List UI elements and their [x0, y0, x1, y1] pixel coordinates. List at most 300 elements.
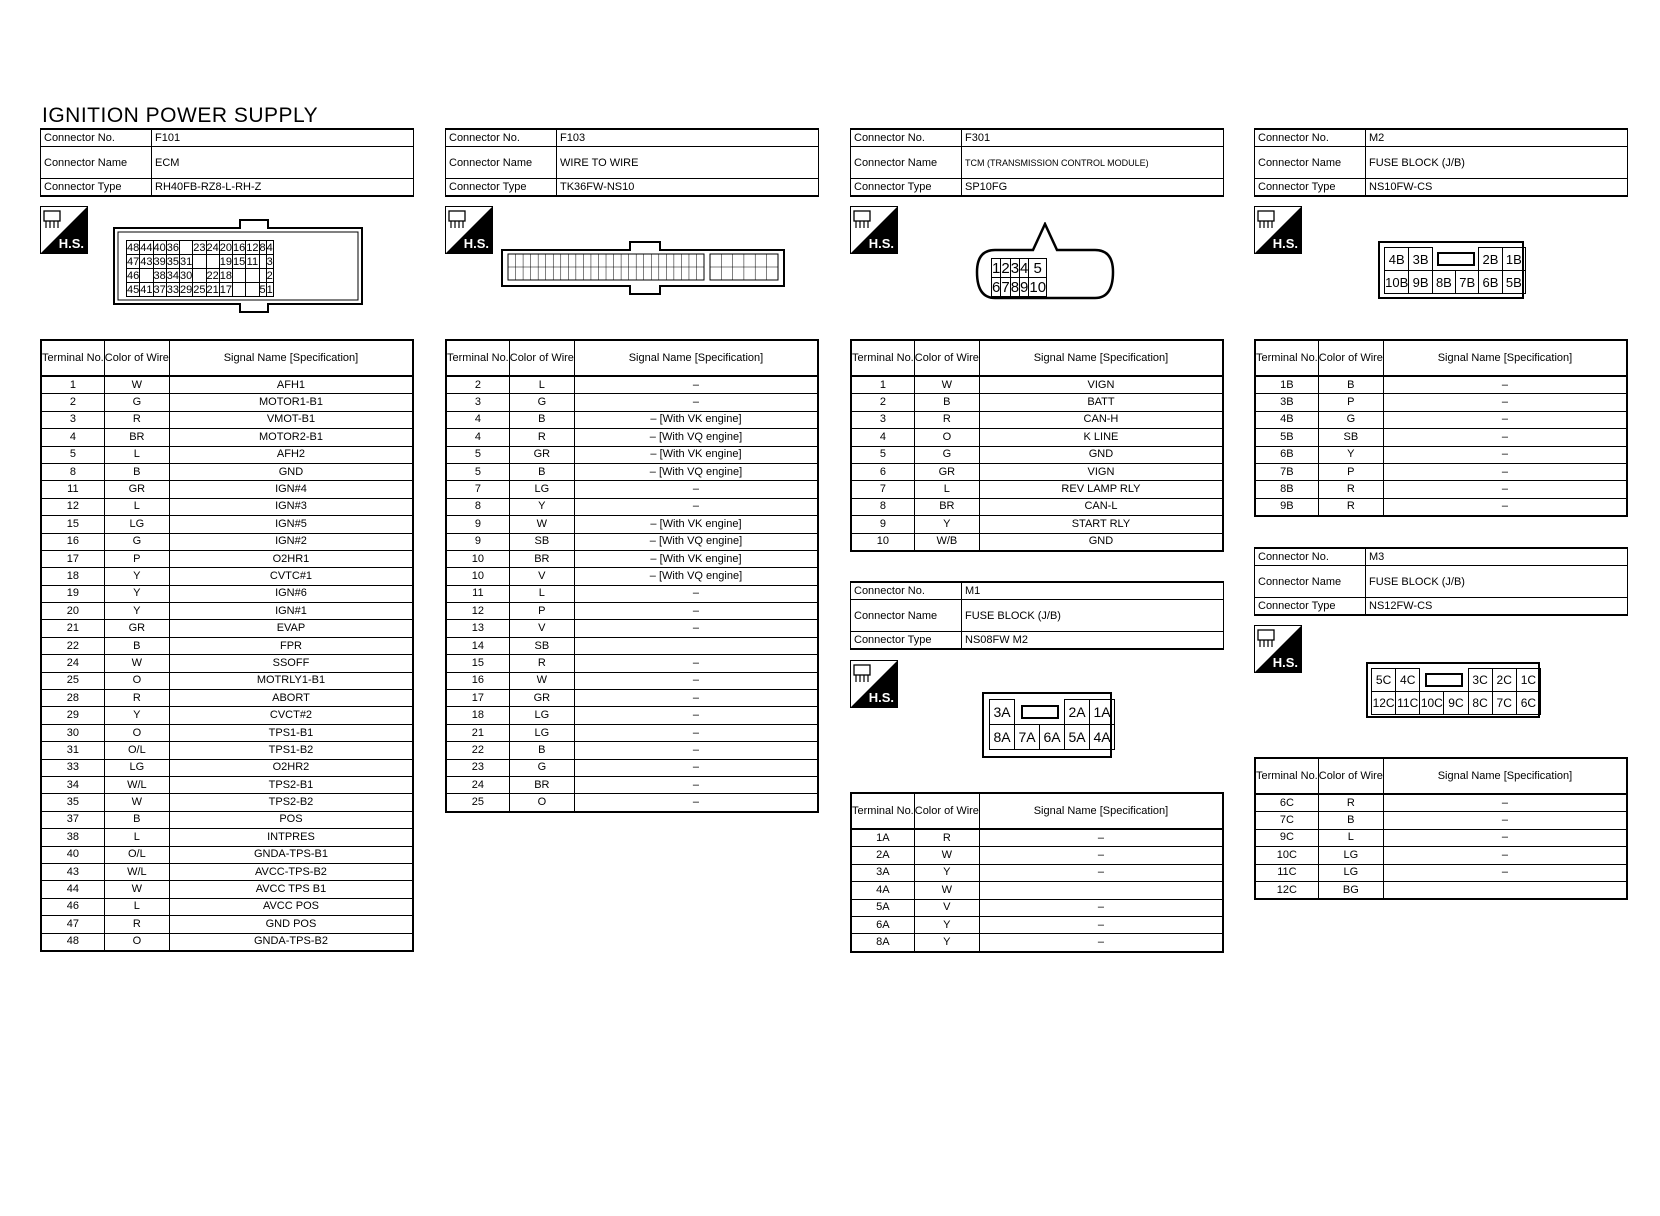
signal-name-cell: –: [1383, 794, 1627, 812]
signal-name-cell: –: [574, 481, 818, 498]
wire-color-cell: L: [104, 829, 169, 846]
terminal-no-cell: 44: [41, 881, 104, 898]
key-slot: [1425, 673, 1463, 687]
connector-m2-block: [1254, 128, 1628, 197]
hs-label: H.S.: [463, 236, 489, 251]
terminal-no-cell: 18: [41, 568, 104, 585]
table-row: [41, 411, 413, 428]
wire-color-cell: G: [914, 446, 979, 463]
signal-name-cell: –: [574, 742, 818, 759]
table-row: [446, 446, 818, 463]
signal-name-cell: –: [574, 776, 818, 793]
terminal-no-cell: 22: [446, 742, 509, 759]
connector-pin: 43: [140, 255, 153, 268]
connector-pin: 38: [153, 269, 166, 282]
connector-name-value: FUSE BLOCK (J/B): [1366, 147, 1628, 179]
terminal-no-cell: 7: [851, 481, 914, 498]
terminal-no-cell: 21: [446, 724, 509, 741]
terminal-no-cell: 10: [446, 568, 509, 585]
table-row: [851, 394, 1223, 411]
terminal-no-cell: 37: [41, 811, 104, 828]
signal-name-header: Signal Name [Specification]: [1383, 758, 1627, 794]
wire-color-cell: L: [914, 481, 979, 498]
connector-name-value: ECM: [152, 147, 414, 179]
wire-color-cell: B: [1318, 376, 1383, 394]
connector-type-label: Connector Type: [1255, 598, 1366, 616]
signal-name-cell: –: [574, 724, 818, 741]
connector-pin: [259, 269, 266, 283]
wire-color-cell: V: [509, 568, 574, 585]
connector-pin: 2: [1001, 259, 1010, 277]
wire-color-cell: R: [104, 411, 169, 428]
signal-name-cell: –: [1383, 394, 1627, 411]
connector-name-value: FUSE BLOCK (J/B): [962, 600, 1224, 632]
table-row: [41, 759, 413, 776]
connector-pin: 5C: [1372, 669, 1396, 692]
wire-color-cell: W: [104, 794, 169, 811]
signal-name-cell: –: [574, 655, 818, 672]
table-row: [41, 672, 413, 689]
terminal-no-cell: 43: [41, 863, 104, 880]
signal-name-cell: AFH1: [169, 376, 413, 394]
table-row: [41, 742, 413, 759]
terminal-table-m2: [1254, 339, 1628, 517]
connector-pin: 5B: [1502, 271, 1525, 294]
connector-pin: 2B: [1479, 248, 1502, 271]
connector-pin: 3C: [1468, 669, 1492, 692]
connector-pin: 2C: [1492, 669, 1516, 692]
signal-name-cell: VIGN: [979, 376, 1223, 394]
signal-name-cell: IGN#5: [169, 516, 413, 533]
signal-name-cell: INTPRES: [169, 829, 413, 846]
signal-name-cell: –: [1383, 864, 1627, 881]
table-row: [41, 898, 413, 915]
signal-name-cell: –: [979, 847, 1223, 864]
table-row: [41, 568, 413, 585]
connector-name-label: Connector Name: [446, 147, 557, 179]
wire-color-cell: BG: [1318, 881, 1383, 899]
hs-label: H.S.: [1272, 236, 1298, 251]
wire-color-cell: SB: [1318, 429, 1383, 446]
connector-no-value: M1: [962, 582, 1224, 600]
signal-name-cell: IGN#6: [169, 585, 413, 602]
connector-pin: 4C: [1396, 669, 1420, 692]
connector-pin: 6A: [1040, 725, 1065, 750]
table-row: [41, 481, 413, 498]
signal-name-cell: –: [979, 916, 1223, 933]
wire-color-cell: V: [509, 620, 574, 637]
table-row: [41, 585, 413, 602]
table-row: [1255, 864, 1627, 881]
terminal-no-cell: 7B: [1255, 463, 1318, 480]
connector-no-label: Connector No.: [1255, 548, 1366, 566]
table-row: [41, 829, 413, 846]
connector-pin: 18: [219, 269, 232, 282]
table-row: [41, 776, 413, 793]
connector-m1-face: [982, 692, 1112, 758]
connector-m1-block: [850, 581, 1224, 650]
signal-name-cell: AVCC TPS B1: [169, 881, 413, 898]
table-row: [41, 846, 413, 863]
terminal-no-cell: 46: [41, 898, 104, 915]
terminal-no-cell: 12C: [1255, 881, 1318, 899]
table-row: [446, 794, 818, 812]
connector-pin: 7A: [1015, 725, 1040, 750]
connector-pin: 12: [246, 241, 259, 254]
terminal-no-cell: 4: [446, 411, 509, 428]
connector-pin: 25: [193, 283, 206, 296]
terminal-no-cell: 11: [41, 481, 104, 498]
terminal-no-cell: 15: [446, 655, 509, 672]
terminal-no-cell: 28: [41, 690, 104, 707]
connector-m3-face: [1366, 662, 1540, 718]
signal-name-cell: MOTRLY1-B1: [169, 672, 413, 689]
connector-f101-block: [40, 128, 414, 197]
table-row: [41, 446, 413, 463]
signal-name-cell: O2HR1: [169, 550, 413, 567]
connector-name-label: Connector Name: [1255, 566, 1366, 598]
table-row: [41, 881, 413, 898]
connector-no-value: F103: [557, 129, 819, 147]
table-row: [851, 934, 1223, 952]
wire-color-cell: R: [1318, 481, 1383, 498]
connector-pin: 4B: [1385, 248, 1409, 271]
wire-color-cell: G: [104, 533, 169, 550]
wire-color-cell: W: [509, 672, 574, 689]
connector-pin: 8B: [1432, 271, 1455, 294]
signal-name-header: Signal Name [Specification]: [979, 793, 1223, 829]
signal-name-cell: –: [979, 934, 1223, 952]
terminal-no-cell: 2: [41, 394, 104, 411]
terminal-no-header: Terminal No.: [851, 340, 914, 376]
wire-color-cell: Y: [104, 603, 169, 620]
wire-color-cell: R: [509, 655, 574, 672]
terminal-no-header: Terminal No.: [1255, 758, 1318, 794]
signal-name-header: Signal Name [Specification]: [169, 340, 413, 376]
signal-name-cell: IGN#2: [169, 533, 413, 550]
table-row: [41, 533, 413, 550]
connector-pin: 30: [180, 269, 193, 282]
table-row: [446, 620, 818, 637]
wire-color-cell: W/L: [104, 863, 169, 880]
connector-type-label: Connector Type: [851, 179, 962, 197]
hs-label: H.S.: [868, 690, 894, 705]
table-row: [851, 429, 1223, 446]
connector-pin: 10C: [1420, 692, 1444, 715]
wire-color-cell: Y: [914, 516, 979, 533]
connector-pin: 34: [166, 269, 179, 282]
table-row: [1255, 394, 1627, 411]
terminal-no-cell: 5A: [851, 899, 914, 916]
table-row: [41, 933, 413, 951]
wire-color-cell: L: [509, 376, 574, 394]
terminal-no-cell: 8: [851, 498, 914, 515]
connector-type-value: SP10FG: [962, 179, 1224, 197]
terminal-no-cell: 35: [41, 794, 104, 811]
wire-color-cell: LG: [509, 724, 574, 741]
connector-pin: 15: [233, 255, 246, 268]
connector-pin: 1A: [1090, 700, 1115, 725]
table-row: [851, 899, 1223, 916]
connector-type-label: Connector Type: [851, 632, 962, 650]
table-row: [41, 916, 413, 933]
table-row: [446, 498, 818, 515]
signal-name-cell: VMOT-B1: [169, 411, 413, 428]
terminal-no-cell: 8A: [851, 934, 914, 952]
connector-f103-face: [500, 240, 790, 305]
connector-pin: 5: [1029, 259, 1047, 278]
connector-pin: 39: [153, 255, 166, 268]
wire-color-cell: G: [104, 394, 169, 411]
table-row: [41, 429, 413, 446]
table-row: [851, 916, 1223, 933]
signal-name-cell: –: [574, 707, 818, 724]
terminal-table-f301: [850, 339, 1224, 552]
hs-icon: [445, 206, 493, 254]
hs-label: H.S.: [1272, 655, 1298, 670]
terminal-no-cell: 13: [446, 620, 509, 637]
connector-pin: 41: [140, 283, 153, 296]
table-row: [851, 864, 1223, 881]
table-row: [851, 847, 1223, 864]
connector-name-label: Connector Name: [851, 600, 962, 632]
table-row: [851, 498, 1223, 515]
terminal-no-cell: 4: [446, 429, 509, 446]
terminal-no-cell: 8: [446, 498, 509, 515]
table-row: [851, 516, 1223, 533]
signal-name-cell: –: [979, 829, 1223, 847]
signal-name-cell: IGN#4: [169, 481, 413, 498]
signal-name-cell: AVCC POS: [169, 898, 413, 915]
signal-name-cell: GND: [169, 463, 413, 480]
wire-color-cell: W/L: [104, 776, 169, 793]
terminal-no-cell: 9C: [1255, 829, 1318, 846]
terminal-no-cell: 12: [41, 498, 104, 515]
connector-pin: 6C: [1516, 692, 1540, 715]
signal-name-cell: GNDA-TPS-B1: [169, 846, 413, 863]
terminal-no-cell: 5: [851, 446, 914, 463]
signal-name-cell: –: [574, 603, 818, 620]
wire-color-cell: GR: [914, 463, 979, 480]
wire-color-cell: L: [1318, 829, 1383, 846]
wire-color-cell: G: [509, 759, 574, 776]
wire-color-cell: P: [104, 550, 169, 567]
terminal-no-cell: 6A: [851, 916, 914, 933]
color-of-wire-header: Color of Wire: [1318, 340, 1383, 376]
connector-no-value: M2: [1366, 129, 1628, 147]
table-row: [1255, 794, 1627, 812]
signal-name-cell: [1383, 881, 1627, 899]
wire-color-cell: B: [1318, 812, 1383, 829]
table-row: [1255, 812, 1627, 829]
connector-pin: 9: [1020, 278, 1029, 296]
table-row: [851, 463, 1223, 480]
connector-pin: 21: [206, 283, 219, 296]
wire-color-cell: R: [914, 411, 979, 428]
signal-name-cell: –: [574, 620, 818, 637]
connector-pin: [233, 283, 246, 297]
table-row: [446, 707, 818, 724]
terminal-no-cell: 38: [41, 829, 104, 846]
terminal-no-cell: 1: [851, 376, 914, 394]
terminal-no-cell: 7: [446, 481, 509, 498]
terminal-no-cell: 21: [41, 620, 104, 637]
signal-name-cell: TPS2-B2: [169, 794, 413, 811]
table-row: [41, 794, 413, 811]
wire-color-cell: W: [104, 655, 169, 672]
terminal-no-cell: 5: [446, 463, 509, 480]
terminal-no-cell: 12: [446, 603, 509, 620]
wire-color-cell: B: [509, 411, 574, 428]
terminal-no-cell: 3: [41, 411, 104, 428]
terminal-no-cell: 2: [446, 376, 509, 394]
table-row: [446, 411, 818, 428]
terminal-no-cell: 16: [41, 533, 104, 550]
connector-pin: 40: [153, 241, 166, 254]
signal-name-cell: [574, 637, 818, 654]
color-of-wire-header: Color of Wire: [914, 340, 979, 376]
wire-color-cell: R: [1318, 794, 1383, 812]
connector-pin: 3B: [1409, 248, 1432, 271]
connector-pin: 4: [1020, 259, 1029, 277]
terminal-no-cell: 20: [41, 603, 104, 620]
connector-name-label: Connector Name: [851, 147, 962, 179]
signal-name-cell: CVTC#1: [169, 568, 413, 585]
color-of-wire-header: Color of Wire: [1318, 758, 1383, 794]
signal-name-cell: –: [1383, 812, 1627, 829]
signal-name-cell: VIGN: [979, 463, 1223, 480]
connector-pin: [206, 255, 219, 269]
connector-m3-block: [1254, 547, 1628, 616]
connector-pin-grid: [991, 258, 1047, 297]
signal-name-cell: –: [1383, 376, 1627, 394]
connector-pin: [140, 269, 153, 283]
connector-pin: 3: [1010, 259, 1020, 277]
table-row: [41, 707, 413, 724]
table-row: [1255, 429, 1627, 446]
connector-pin: 6: [992, 278, 1001, 296]
terminal-no-cell: 4B: [1255, 411, 1318, 428]
terminal-no-cell: 7C: [1255, 812, 1318, 829]
table-row: [446, 568, 818, 585]
wire-color-cell: L: [104, 898, 169, 915]
terminal-no-cell: 29: [41, 707, 104, 724]
wire-color-cell: W: [914, 882, 979, 899]
connector-pin: 11C: [1396, 692, 1420, 715]
connector-type-label: Connector Type: [1255, 179, 1366, 197]
connector-pin: 29: [180, 283, 193, 296]
connector-pin: 37: [153, 283, 166, 296]
wire-color-cell: Y: [509, 498, 574, 515]
table-row: [446, 724, 818, 741]
connector-pin-grid: [1384, 247, 1526, 294]
signal-name-cell: –: [574, 794, 818, 812]
wire-color-cell: Y: [104, 585, 169, 602]
connector-pin: [193, 269, 206, 283]
table-row: [446, 585, 818, 602]
table-row: [851, 376, 1223, 394]
connector-pin: 16: [233, 241, 246, 254]
signal-name-cell: TPS2-B1: [169, 776, 413, 793]
table-row: [446, 742, 818, 759]
table-row: [41, 376, 413, 394]
table-row: [851, 481, 1223, 498]
terminal-no-cell: 10: [446, 550, 509, 567]
table-row: [1255, 498, 1627, 516]
terminal-table-f101: [40, 339, 414, 952]
wire-color-cell: Y: [104, 707, 169, 724]
connector-pin: 33: [166, 283, 179, 296]
wire-color-cell: BR: [914, 498, 979, 515]
signal-name-cell: – [With VK engine]: [574, 446, 818, 463]
connector-type-value: NS08FW M2: [962, 632, 1224, 650]
wire-color-cell: SB: [509, 533, 574, 550]
terminal-no-cell: 9B: [1255, 498, 1318, 516]
connector-no-label: Connector No.: [446, 129, 557, 147]
connector-pin: 44: [140, 241, 153, 254]
terminal-no-cell: 33: [41, 759, 104, 776]
connector-pin: 1B: [1502, 248, 1525, 271]
wire-color-cell: Y: [914, 934, 979, 952]
terminal-no-cell: 3B: [1255, 394, 1318, 411]
connector-pin: 35: [166, 255, 179, 268]
table-row: [1255, 829, 1627, 846]
table-row: [446, 637, 818, 654]
terminal-no-cell: 25: [41, 672, 104, 689]
signal-name-cell: –: [574, 759, 818, 776]
wire-color-cell: O: [104, 724, 169, 741]
signal-name-cell: GNDA-TPS-B2: [169, 933, 413, 951]
wire-color-cell: R: [104, 690, 169, 707]
wire-color-cell: W: [104, 881, 169, 898]
connector-pin: 2: [266, 269, 273, 282]
terminal-no-cell: 8B: [1255, 481, 1318, 498]
connector-pin: 8: [259, 241, 266, 254]
connector-name-label: Connector Name: [1255, 147, 1366, 179]
table-row: [41, 863, 413, 880]
wire-color-cell: BR: [104, 429, 169, 446]
connector-pin: 46: [127, 269, 140, 282]
table-row: [446, 376, 818, 394]
signal-name-cell: – [With VQ engine]: [574, 463, 818, 480]
wire-color-cell: W/B: [914, 533, 979, 551]
signal-name-cell: O2HR2: [169, 759, 413, 776]
wire-color-cell: W: [914, 847, 979, 864]
connector-pin: 1: [992, 259, 1001, 277]
connector-pin: 9B: [1409, 271, 1432, 294]
signal-name-cell: BATT: [979, 394, 1223, 411]
connector-pin: 45: [127, 283, 140, 296]
connector-name-value: WIRE TO WIRE: [557, 147, 819, 179]
table-row: [446, 550, 818, 567]
wire-color-cell: O: [104, 933, 169, 951]
connector-pin: [233, 269, 246, 283]
table-row: [1255, 411, 1627, 428]
connector-pin: 10B: [1385, 271, 1409, 294]
connector-pin: [193, 255, 206, 269]
wire-color-cell: R: [104, 916, 169, 933]
signal-name-cell: –: [574, 690, 818, 707]
signal-name-cell: –: [979, 899, 1223, 916]
connector-no-label: Connector No.: [851, 582, 962, 600]
table-row: [41, 637, 413, 654]
wire-color-cell: V: [914, 899, 979, 916]
signal-name-cell: MOTOR1-B1: [169, 394, 413, 411]
signal-name-cell: – [With VK engine]: [574, 411, 818, 428]
signal-name-cell: – [With VK engine]: [574, 516, 818, 533]
connector-no-label: Connector No.: [41, 129, 152, 147]
table-row: [446, 603, 818, 620]
